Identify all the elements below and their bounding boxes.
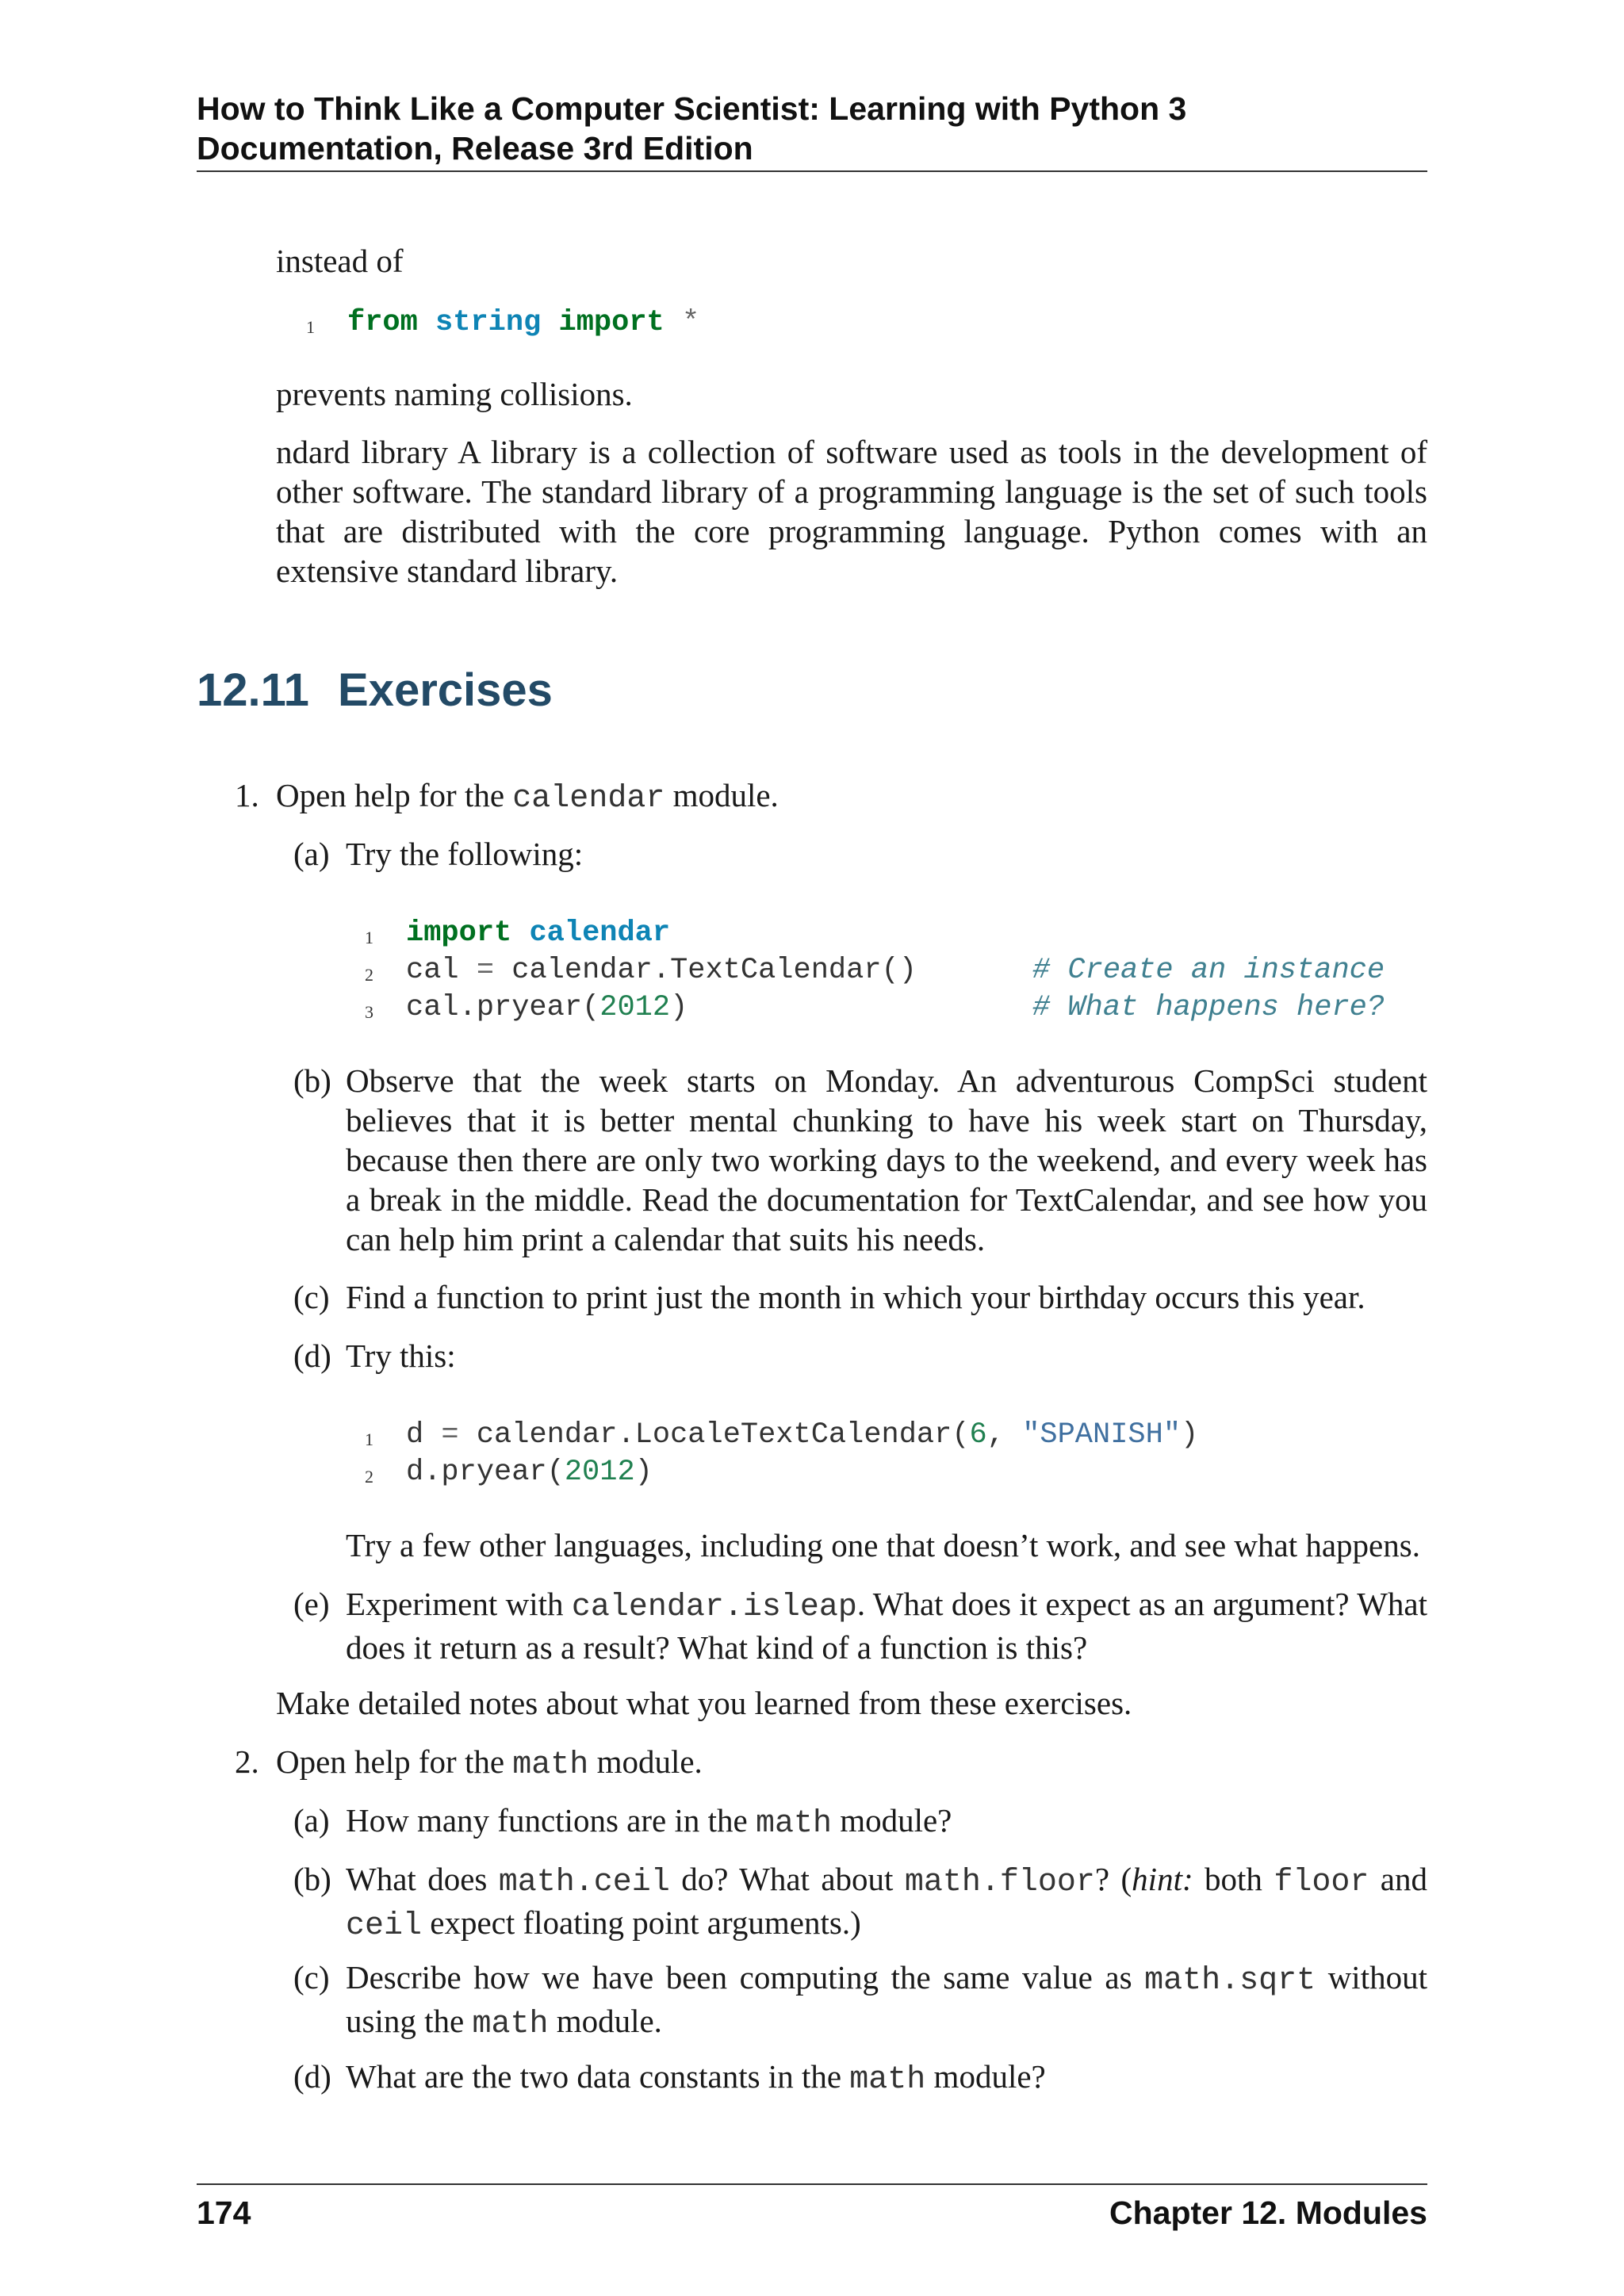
text: Describe how we have been computing the same value as — [346, 1959, 1145, 1996]
module-name: string — [435, 306, 542, 339]
line-number: 1 — [365, 928, 373, 947]
line-number: 2 — [365, 965, 373, 985]
code-text: cal.pryear( — [406, 991, 600, 1024]
inline-code: ceil — [346, 1908, 423, 1944]
operator-star: * — [681, 306, 700, 339]
keyword-import: import — [558, 306, 665, 339]
line-number: 2 — [365, 1467, 373, 1487]
text: How many functions are in the — [346, 1802, 756, 1839]
exercise-1-marker: 1. — [235, 777, 259, 813]
instead-of-text: instead of — [276, 243, 404, 279]
exercise-1c-text: Find a function to print just the month in which your birthday occurs this year. — [346, 1279, 1365, 1315]
exercise-1e-text — [346, 1584, 1427, 1667]
header-rule — [197, 170, 1427, 172]
exercise-1b-text: Observe that the week starts on Monday. An adventurous CompSci student believes that it is better mental chunking to have his week start on Thursday, because then there are only two working days to the weekend, and every week has a break in the middle. Read the documentation for TextCalendar, and see how you can help him print a calendar that suits his needs. — [346, 1062, 1427, 1257]
inline-code: math.floor — [904, 1865, 1095, 1900]
page-number: 174 — [197, 2195, 251, 2231]
module-name: calendar — [529, 916, 671, 950]
text: and — [1369, 1861, 1427, 1897]
inline-code: calendar.isleap — [571, 1590, 857, 1625]
keyword-from: from — [347, 306, 418, 339]
code-line — [406, 1454, 653, 1490]
exercise-2b-marker: (b) — [293, 1861, 331, 1897]
code-text: cal — [406, 954, 477, 987]
code-line — [347, 304, 699, 341]
text: What are the two data constants in the — [346, 2058, 850, 2095]
text: Open help for the — [276, 1743, 513, 1780]
text: both — [1193, 1861, 1274, 1897]
text: Open help for the — [276, 777, 513, 813]
exercise-1a-text: Try the following: — [346, 836, 584, 872]
text: module. — [548, 2003, 662, 2039]
code-text: ) — [634, 1456, 653, 1489]
keyword-import: import — [406, 916, 512, 950]
code-comment: # What happens here? — [1032, 991, 1385, 1024]
text: module. — [588, 1743, 703, 1780]
code-line — [406, 1417, 1198, 1453]
code-line — [406, 915, 670, 951]
line-number: 3 — [365, 1002, 373, 1022]
exercise-1-notes: Make detailed notes about what you learned from these exercises. — [276, 1685, 1132, 1721]
operator: = — [441, 1418, 459, 1452]
exercise-1c-marker: (c) — [293, 1279, 330, 1315]
text: What does — [346, 1861, 499, 1897]
section-number: 12.11 — [197, 664, 309, 716]
exercise-2b-text — [346, 1859, 1427, 1946]
code-text: d.pryear( — [406, 1456, 565, 1489]
prevents-collisions-text: prevents naming collisions. — [276, 376, 633, 412]
inline-code: calendar — [512, 781, 665, 817]
running-header — [197, 89, 1427, 168]
text: Experiment with — [346, 1586, 572, 1622]
number-literal: 2012 — [564, 1456, 635, 1489]
line-number: 1 — [306, 317, 315, 337]
code-text: ) — [1181, 1418, 1199, 1452]
text: module. — [665, 777, 779, 813]
section-heading — [197, 663, 553, 718]
text: . What does it expect as an argument? What does it return as a result? What kind of a function is this? — [346, 1586, 1427, 1666]
code-text: , — [986, 1418, 1023, 1452]
inline-code: math.ceil — [498, 1865, 670, 1900]
code-text: d — [406, 1418, 442, 1452]
text: do? What about — [669, 1861, 905, 1897]
exercise-2d-text — [346, 2057, 1046, 2100]
inline-code: floor — [1274, 1865, 1369, 1900]
exercise-2c-text — [346, 1957, 1427, 2045]
number-literal: 6 — [969, 1418, 987, 1452]
code-line — [406, 989, 688, 1026]
exercise-1-text — [276, 775, 1427, 819]
operator: = — [476, 954, 495, 987]
footer-rule — [197, 2183, 1427, 2185]
code-text: ) — [670, 991, 688, 1024]
text: module? — [831, 1802, 952, 1839]
standard-library-definition: ndard library A library is a collection of software used as tools in the development of other software. The standard library of a programming language is the set of such tools that are distributed with the core programming language. Python comes with an extensive standard library. — [276, 434, 1427, 589]
exercise-1d-text: Try this: — [346, 1337, 456, 1374]
exercise-1e-marker: (e) — [293, 1586, 330, 1622]
exercise-1b-marker: (b) — [293, 1062, 331, 1099]
code-text: calendar.LocaleTextCalendar( — [458, 1418, 970, 1452]
inline-code: math.sqrt — [1144, 1963, 1316, 1999]
text: module? — [925, 2058, 1046, 2095]
header-title-line-2: Documentation, Release 3rd Edition — [197, 130, 753, 166]
inline-code: math — [512, 1747, 589, 1783]
exercise-2a-marker: (a) — [293, 1802, 330, 1839]
hint-label: hint: — [1132, 1861, 1193, 1897]
exercise-2-marker: 2. — [235, 1743, 259, 1780]
exercise-2c-marker: (c) — [293, 1959, 330, 1996]
code-comment: # Create an instance — [1032, 954, 1385, 987]
header-title-line-1: How to Think Like a Computer Scientist: Learning with Python 3 — [197, 90, 1187, 127]
text: without using the — [346, 1959, 1427, 2039]
exercise-2d-marker: (d) — [293, 2058, 331, 2095]
text: expect floating point arguments.) — [422, 1904, 861, 1941]
chapter-title: Chapter 12. Modules — [1109, 2195, 1427, 2231]
line-number: 1 — [365, 1429, 373, 1449]
section-title: Exercises — [338, 664, 553, 716]
exercise-1d-followup: Try a few other languages, including one that doesn’t work, and see what happens. — [346, 1527, 1420, 1563]
exercise-1d-marker: (d) — [293, 1337, 331, 1374]
inline-code: math — [849, 2062, 926, 2098]
code-text: calendar.TextCalendar() — [494, 954, 917, 987]
inline-code: math — [755, 1806, 832, 1842]
code-line — [406, 952, 917, 989]
number-literal: 2012 — [599, 991, 671, 1024]
text: ? ( — [1094, 1861, 1132, 1897]
exercise-1a-marker: (a) — [293, 836, 330, 872]
exercise-2-text — [276, 1742, 703, 1785]
inline-code: math — [472, 2007, 549, 2042]
string-literal: "SPANISH" — [1022, 1418, 1182, 1452]
exercise-2a-text — [346, 1800, 952, 1844]
